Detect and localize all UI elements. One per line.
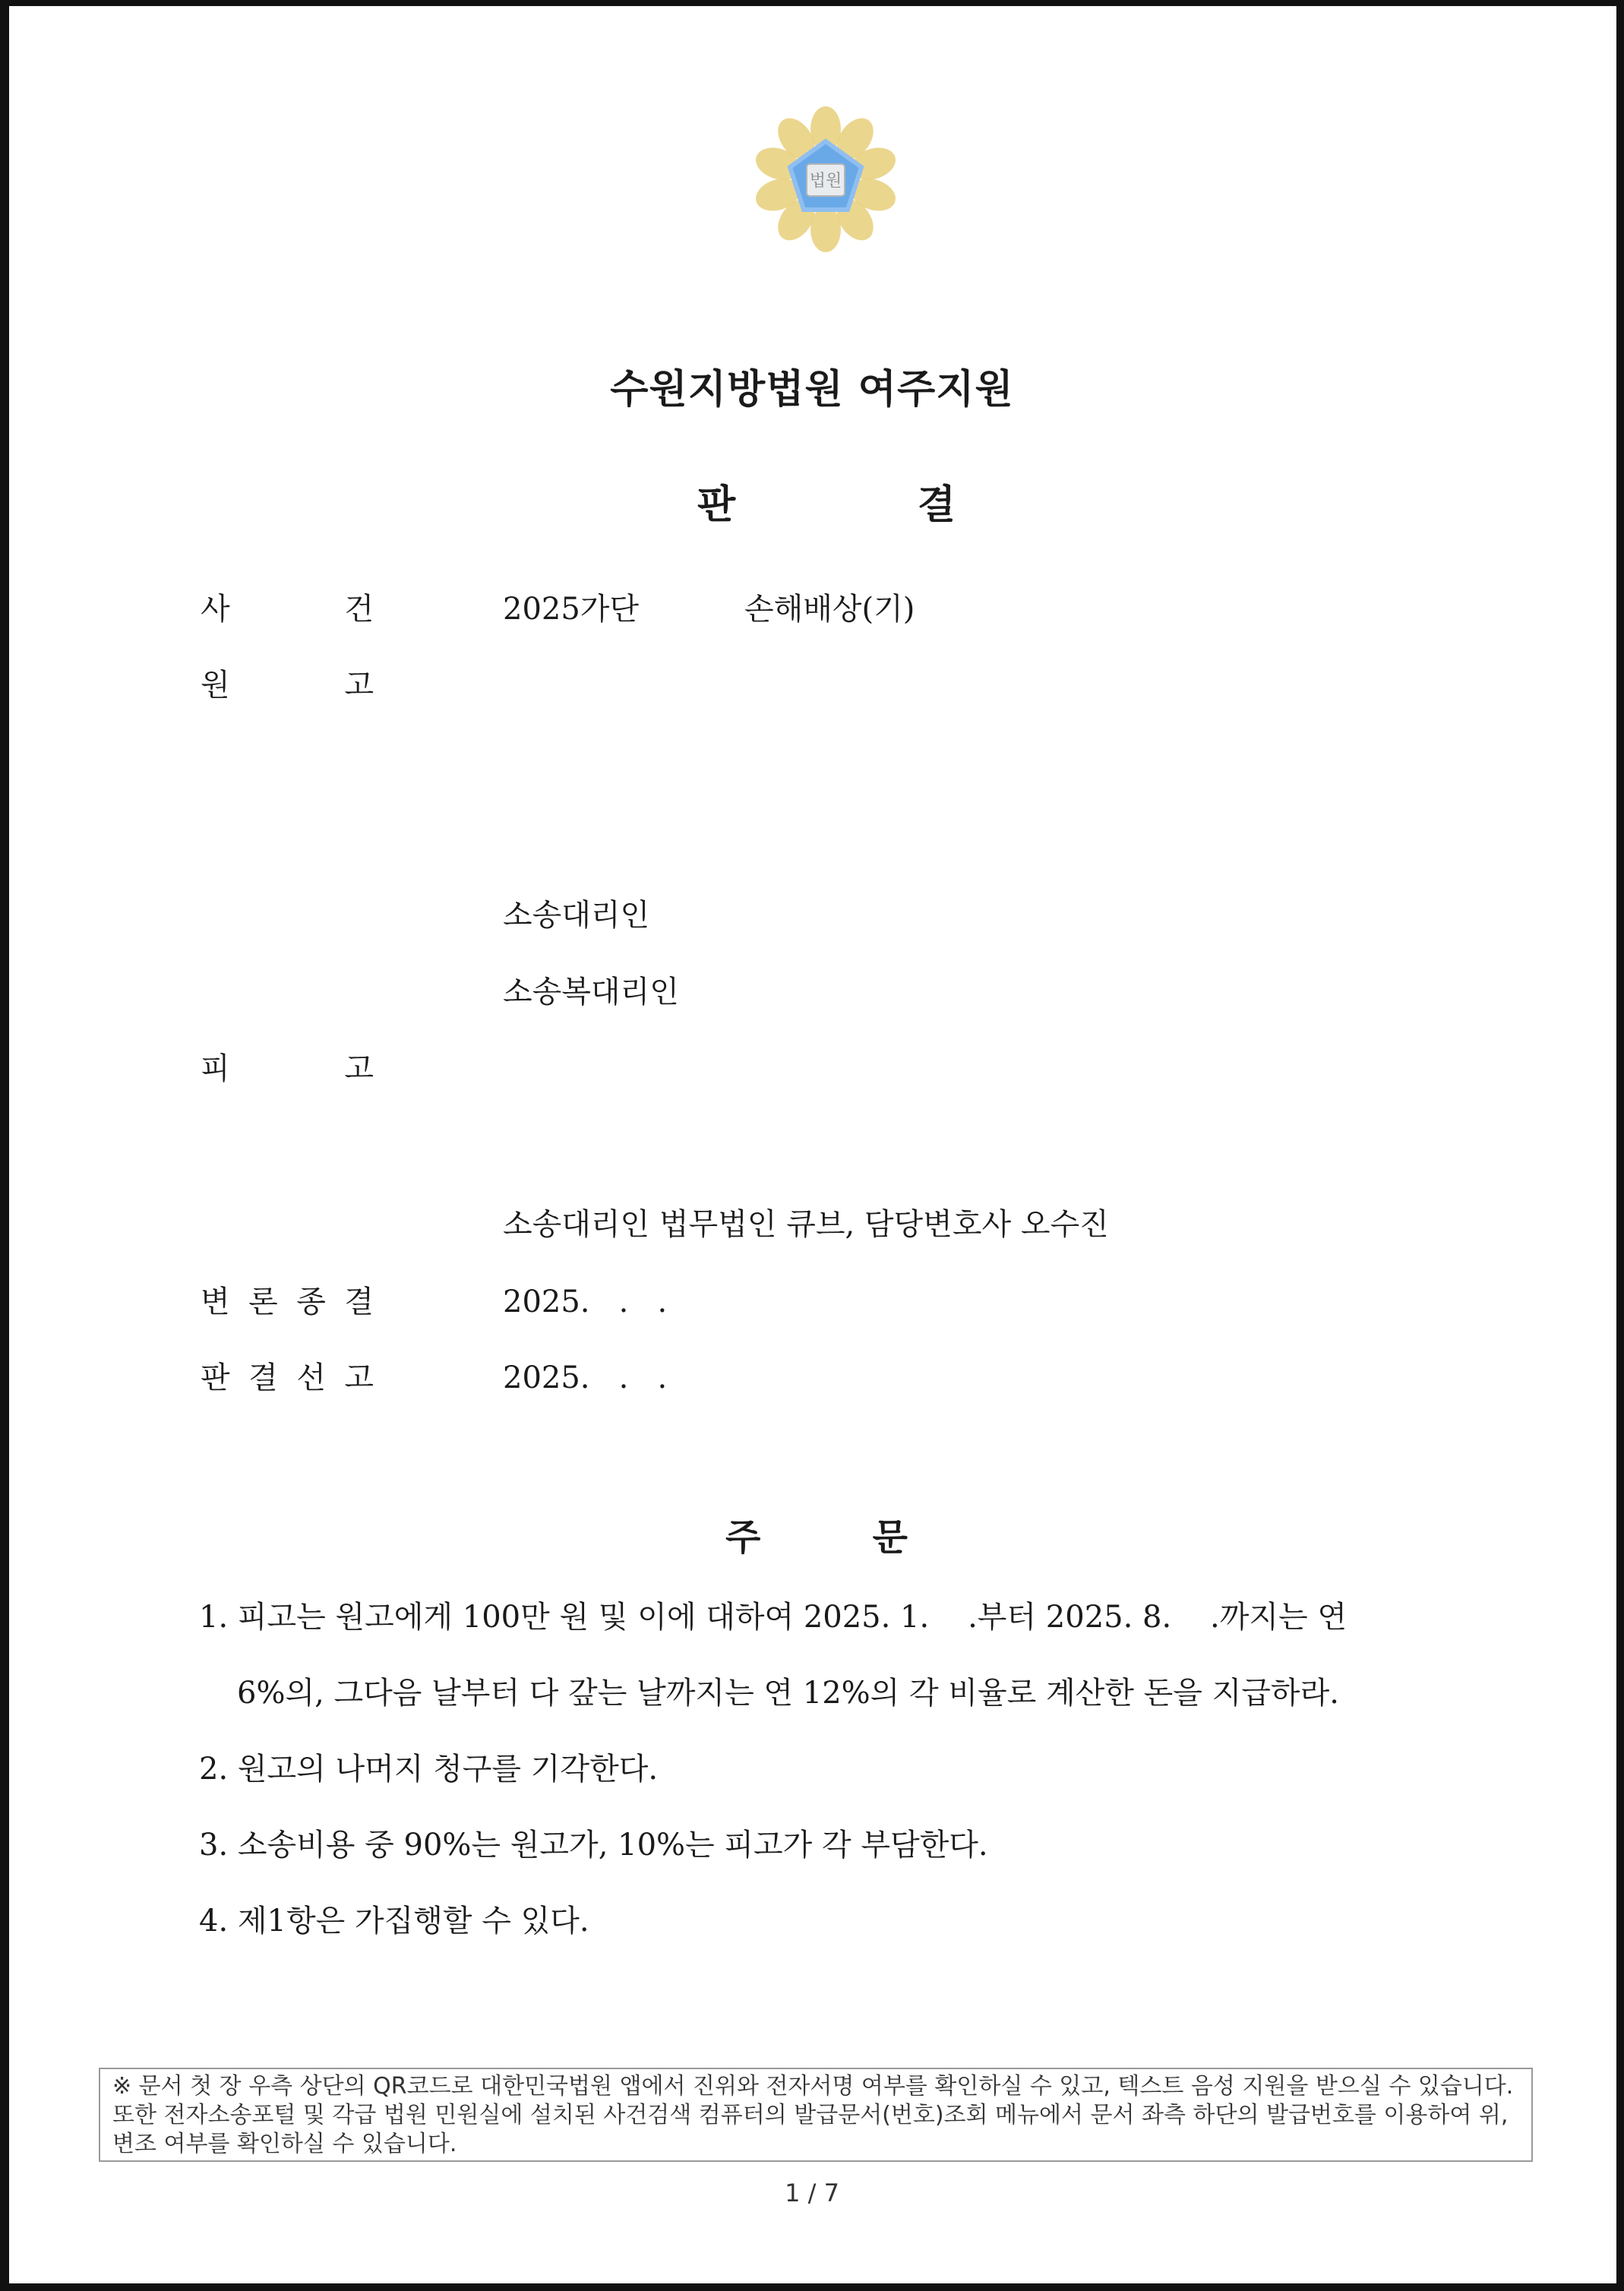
plaintiff-label <box>201 667 374 703</box>
order-title <box>725 1508 908 1560</box>
plaintiff-label-char: 원 <box>201 668 230 703</box>
order-item-3: 3. 소송비용 중 90%는 원고가, 10%는 피고가 각 부담한다. <box>199 1828 988 1863</box>
court-emblem-icon <box>746 105 905 257</box>
defendant-attorney: 소송대리인 법무법인 큐브, 담당변호사 오수진 <box>503 1207 1109 1242</box>
plaintiff-attorney: 소송대리인 <box>503 898 650 933</box>
page-number: 1 / 7 <box>785 2179 839 2207</box>
plaintiff-label-char: 고 <box>344 668 374 703</box>
order-item-2: 2. 원고의 나머지 청구를 기각한다. <box>199 1752 659 1787</box>
hearing-closed-label-char: 론 <box>248 1285 278 1319</box>
defendant-label <box>201 1051 374 1087</box>
case-name: 손해배상(기) <box>744 592 915 627</box>
document-title-char: 판 <box>697 482 736 528</box>
emblem-text: 법원 <box>809 172 842 191</box>
plaintiff-sub-attorney: 소송복대리인 <box>503 975 679 1010</box>
judgment-date-label <box>201 1360 374 1396</box>
hearing-closed-label-char: 변 <box>201 1285 230 1319</box>
judgment-date-label-char: 고 <box>344 1360 374 1395</box>
order-title-char: 주 <box>725 1516 761 1559</box>
defendant-label-char: 피 <box>201 1051 230 1086</box>
hearing-closed-date: 2025. . . <box>503 1285 668 1319</box>
order-title-char: 문 <box>872 1516 908 1559</box>
case-number: 2025가단 <box>503 592 640 627</box>
order-item-4: 4. 제1항은 가집행할 수 있다. <box>199 1904 589 1939</box>
order-item-1-line-2: 6%의, 그다음 날부터 다 갚는 날까지는 연 12%의 각 비율로 계산한 돈을 지급하라. <box>237 1676 1339 1711</box>
judgment-date-label-char: 판 <box>201 1360 230 1395</box>
case-label-char: 건 <box>344 592 374 627</box>
footer-notice: ※ 문서 첫 장 우측 상단의 QR코드로 대한민국법원 앱에서 진위와 전자서명 여부를 확인하실 수 있고, 텍스트 음성 지원을 받으실 수 있습니다. 또한 전자소송포털 및 각급 법원 민원실에 설치된 사건검색 컴퓨터의 발급문서(번호)조회 메뉴에서 문서 좌측 하단의 발급번호를 이용하여 위,변조 여부를 확인하실 수 있습니다. <box>99 2068 1533 2162</box>
document-title-char: 결 <box>917 482 956 528</box>
judgment-date-label-char: 결 <box>248 1360 278 1395</box>
case-label-char: 사 <box>201 592 230 627</box>
court-name: 수원지방법원 여주지원 <box>610 367 1014 412</box>
judgment-date-label-char: 선 <box>296 1360 326 1395</box>
defendant-label-char: 고 <box>344 1051 374 1086</box>
hearing-closed-label <box>201 1284 374 1320</box>
hearing-closed-label-char: 종 <box>296 1285 326 1319</box>
order-item-1-line-1: 1. 피고는 원고에게 100만 원 및 이에 대하여 2025. 1. .부터 2025. 8. .까지는 연 <box>199 1600 1348 1635</box>
judgment-date: 2025. . . <box>503 1360 668 1395</box>
emblem-petal <box>810 207 841 252</box>
hearing-closed-label-char: 결 <box>344 1285 374 1319</box>
case-label <box>201 591 374 627</box>
document-title <box>697 472 956 529</box>
